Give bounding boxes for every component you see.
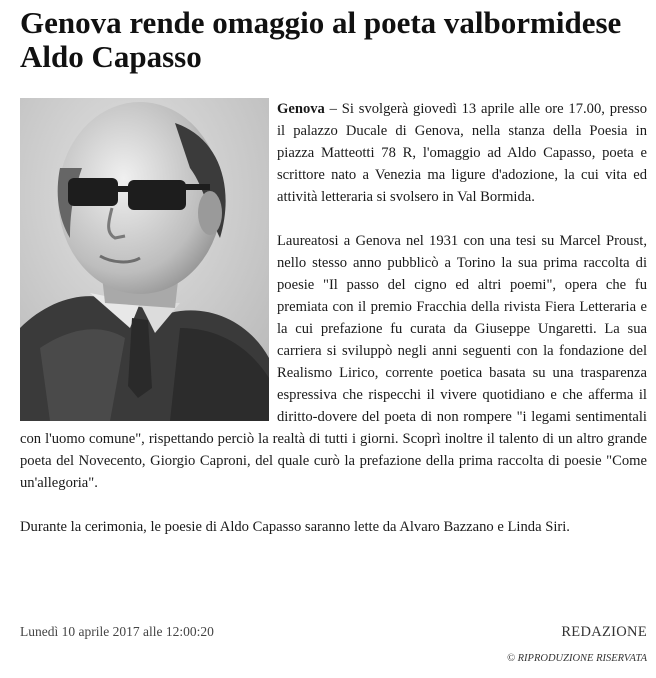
- publication-date: Lunedì 10 aprile 2017 alle 12:00:20: [20, 624, 214, 639]
- paragraph-intro-text: – Si svolgerà giovedì 13 aprile alle ore 17.00, presso il palazzo Ducale di Genova, nella stanza della Poesia in piazza Matteotti 78 R, l'omaggio ad Aldo Capasso, poeta e scrittore nato a Venezia ma ligure d'adozione, la cui vita ed attività letteraria si svolsero in Val Bormida.: [277, 101, 647, 205]
- location-label: Genova: [277, 101, 325, 117]
- paragraph-ceremony: Durante la cerimonia, le poesie di Aldo Capasso saranno lette da Alvaro Bazzano e Linda Siri.: [20, 519, 570, 535]
- copyright-notice: © RIPRODUZIONE RISERVATA: [507, 653, 647, 664]
- article-title: Genova rende omaggio al poeta valbormidese Aldo Capasso: [20, 5, 622, 74]
- paragraph-biography: Laureatosi a Genova nel 1931 con una tesi su Marcel Proust, nello stesso anno pubblicò a Torino la sua prima raccolta di poesie "Il passo del cigno ed altri poemi", opera che fu premiata con il premio Fracchia della rivista Fiera Letteraria e la cui prefazione fu curata da Giuseppe Ungaretti. La sua carriera si sviluppò negli anni seguenti con la fondazione del Realismo Lirico, corrente poetica basata su una trasparenza espressiva che rispecchi il vivere quotidiano e che afferma il diritto-dovere del poeta di non rompere "i legami sentimentali con l'uomo comune", rispettando perciò la realtà di tutti i giorni. Scoprì inoltre il talento di un altro grande poeta del Novecento, Giorgio Caproni, del quale curò la prefazione della prima raccolta di poesie "Come un'allegoria".: [20, 233, 647, 491]
- author-byline: REDAZIONE: [561, 624, 647, 640]
- article-body: [20, 98, 647, 560]
